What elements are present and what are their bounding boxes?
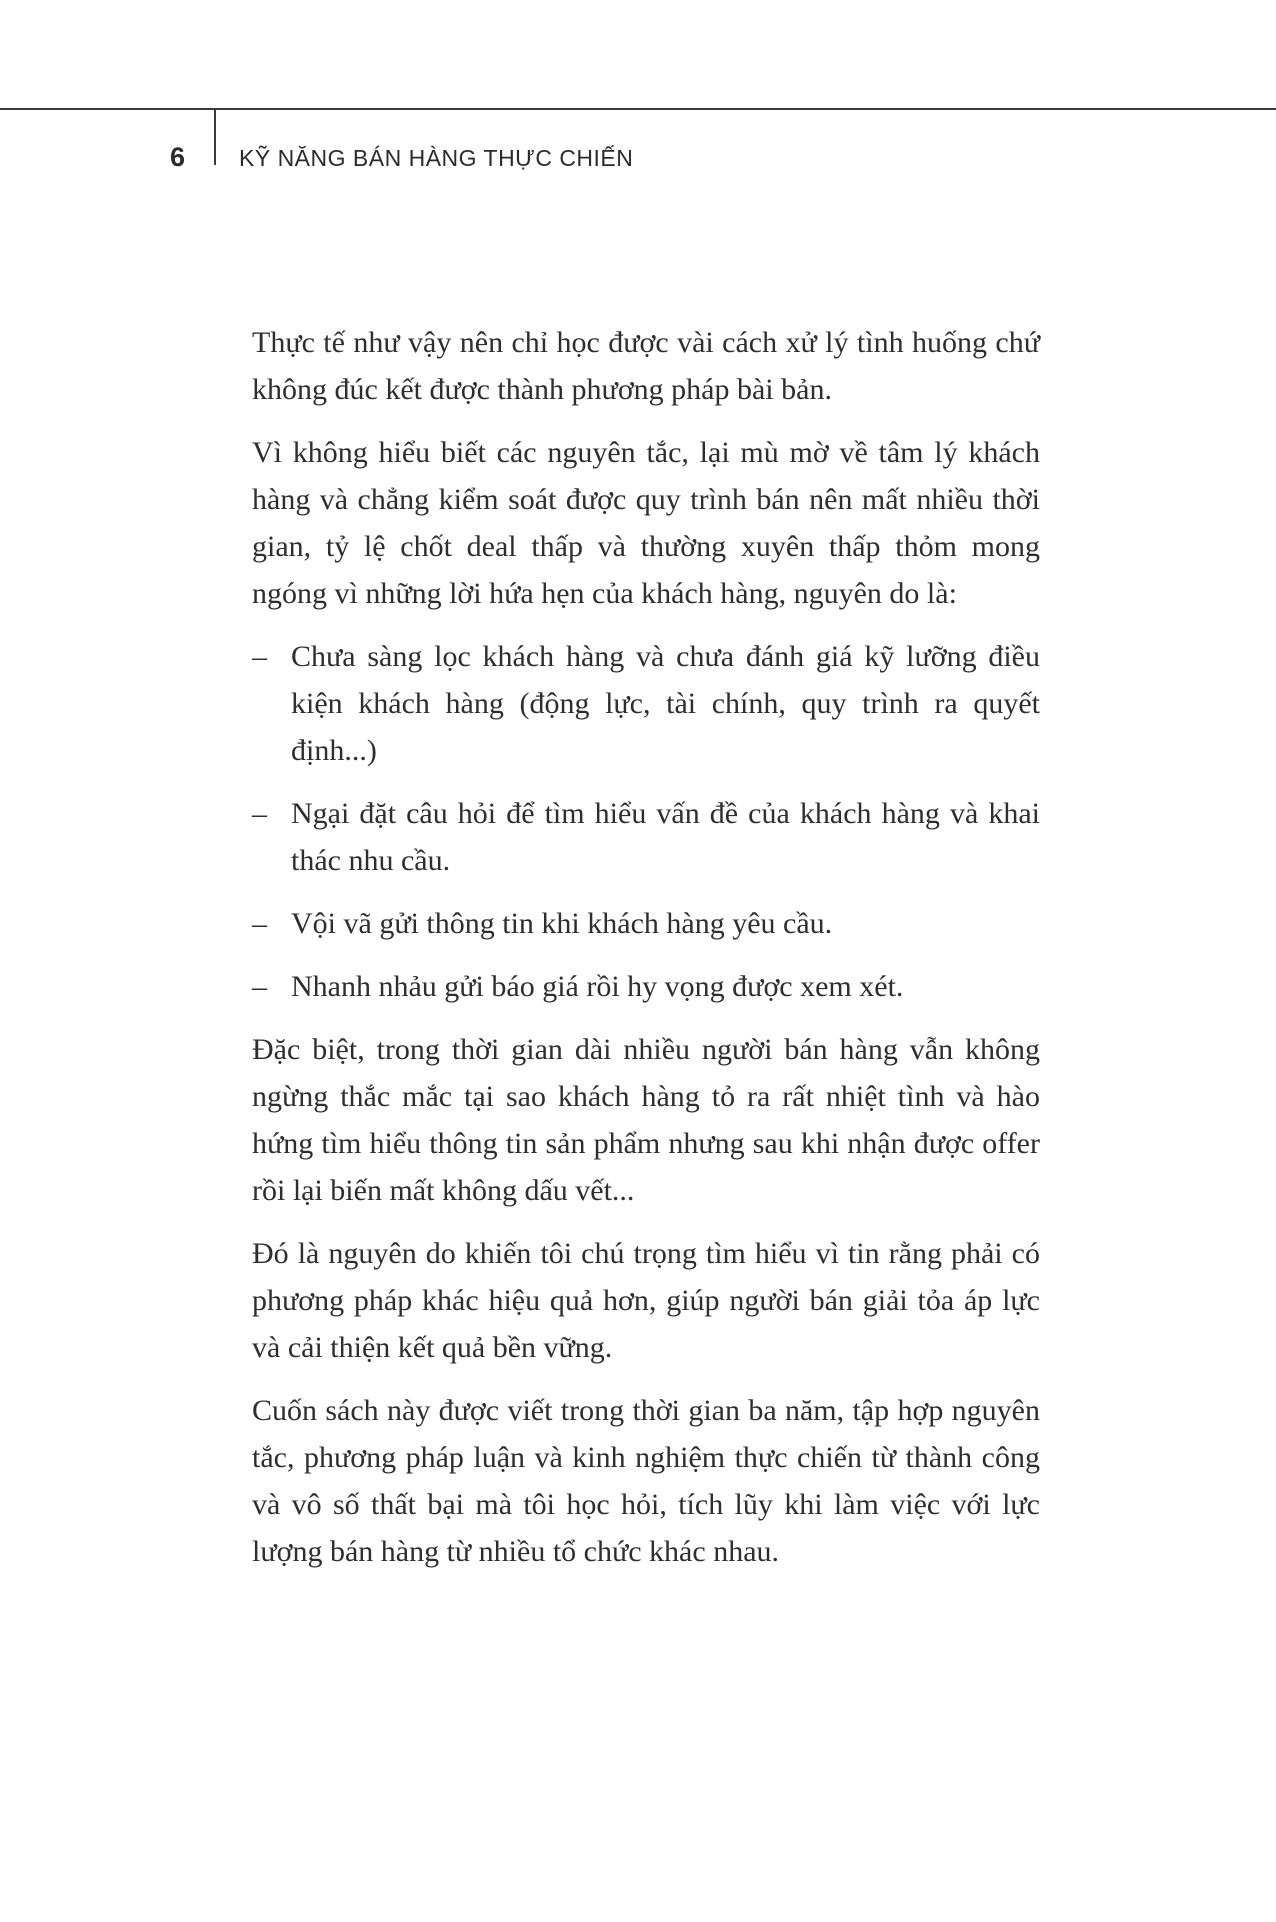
paragraph: Cuốn sách này được viết trong thời gian ba năm, tập hợp nguyên tắc, phương pháp luận và kinh nghiệm thực chiến từ thành công và vô số thất bại mà tôi học hỏi, tích lũy khi làm việc với lực lượng bán hàng từ nhiều tổ chức khác nhau. bbox=[252, 1394, 1040, 1568]
page-number: 6 bbox=[170, 142, 186, 172]
paragraph: Đó là nguyên do khiến tôi chú trọng tìm hiểu vì tin rằng phải có phương pháp khác hiệu quả hơn, giúp người bán giải tỏa áp lực và cải thiện kết quả bền vững. bbox=[252, 1237, 1040, 1364]
dash-marker: – bbox=[252, 797, 267, 830]
list-item bbox=[252, 633, 1040, 774]
list-item bbox=[252, 963, 1040, 1010]
bullet-list bbox=[252, 633, 1040, 1010]
dash-marker: – bbox=[252, 970, 267, 1003]
list-item-text: Nhanh nhảu gửi báo giá rồi hy vọng được xem xét. bbox=[291, 970, 904, 1003]
dash-marker: – bbox=[252, 907, 267, 940]
list-item-text: Chưa sàng lọc khách hàng và chưa đánh giá kỹ lưỡng điều kiện khách hàng (động lực, tài chính, quy trình ra quyết định...) bbox=[291, 640, 1040, 767]
paragraph: Đặc biệt, trong thời gian dài nhiều người bán hàng vẫn không ngừng thắc mắc tại sao khách hàng tỏ ra rất nhiệt tình và hào hứng tìm hiểu thông tin sản phẩm nhưng sau khi nhận được offer rồi lại biến mất không dấu vết... bbox=[252, 1033, 1040, 1207]
header-top-rule bbox=[0, 108, 1276, 110]
list-item-text: Vội vã gửi thông tin khi khách hàng yêu cầu. bbox=[291, 907, 833, 940]
running-title: KỸ NĂNG BÁN HÀNG THỰC CHIẾN bbox=[239, 145, 634, 171]
list-item bbox=[252, 790, 1040, 884]
paragraph: Thực tế như vậy nên chỉ học được vài cách xử lý tình huống chứ không đúc kết được thành phương pháp bài bản. bbox=[252, 326, 1040, 406]
header-divider bbox=[214, 110, 216, 165]
page-body bbox=[252, 319, 1040, 1591]
list-item bbox=[252, 900, 1040, 947]
dash-marker: – bbox=[252, 640, 267, 673]
list-item-text: Ngại đặt câu hỏi để tìm hiểu vấn đề của khách hàng và khai thác nhu cầu. bbox=[291, 797, 1040, 877]
paragraph: Vì không hiểu biết các nguyên tắc, lại mù mờ về tâm lý khách hàng và chẳng kiểm soát được quy trình bán nên mất nhiều thời gian, tỷ lệ chốt deal thấp và thường xuyên thấp thỏm mong ngóng vì những lời hứa hẹn của khách hàng, nguyên do là: bbox=[252, 436, 1040, 610]
